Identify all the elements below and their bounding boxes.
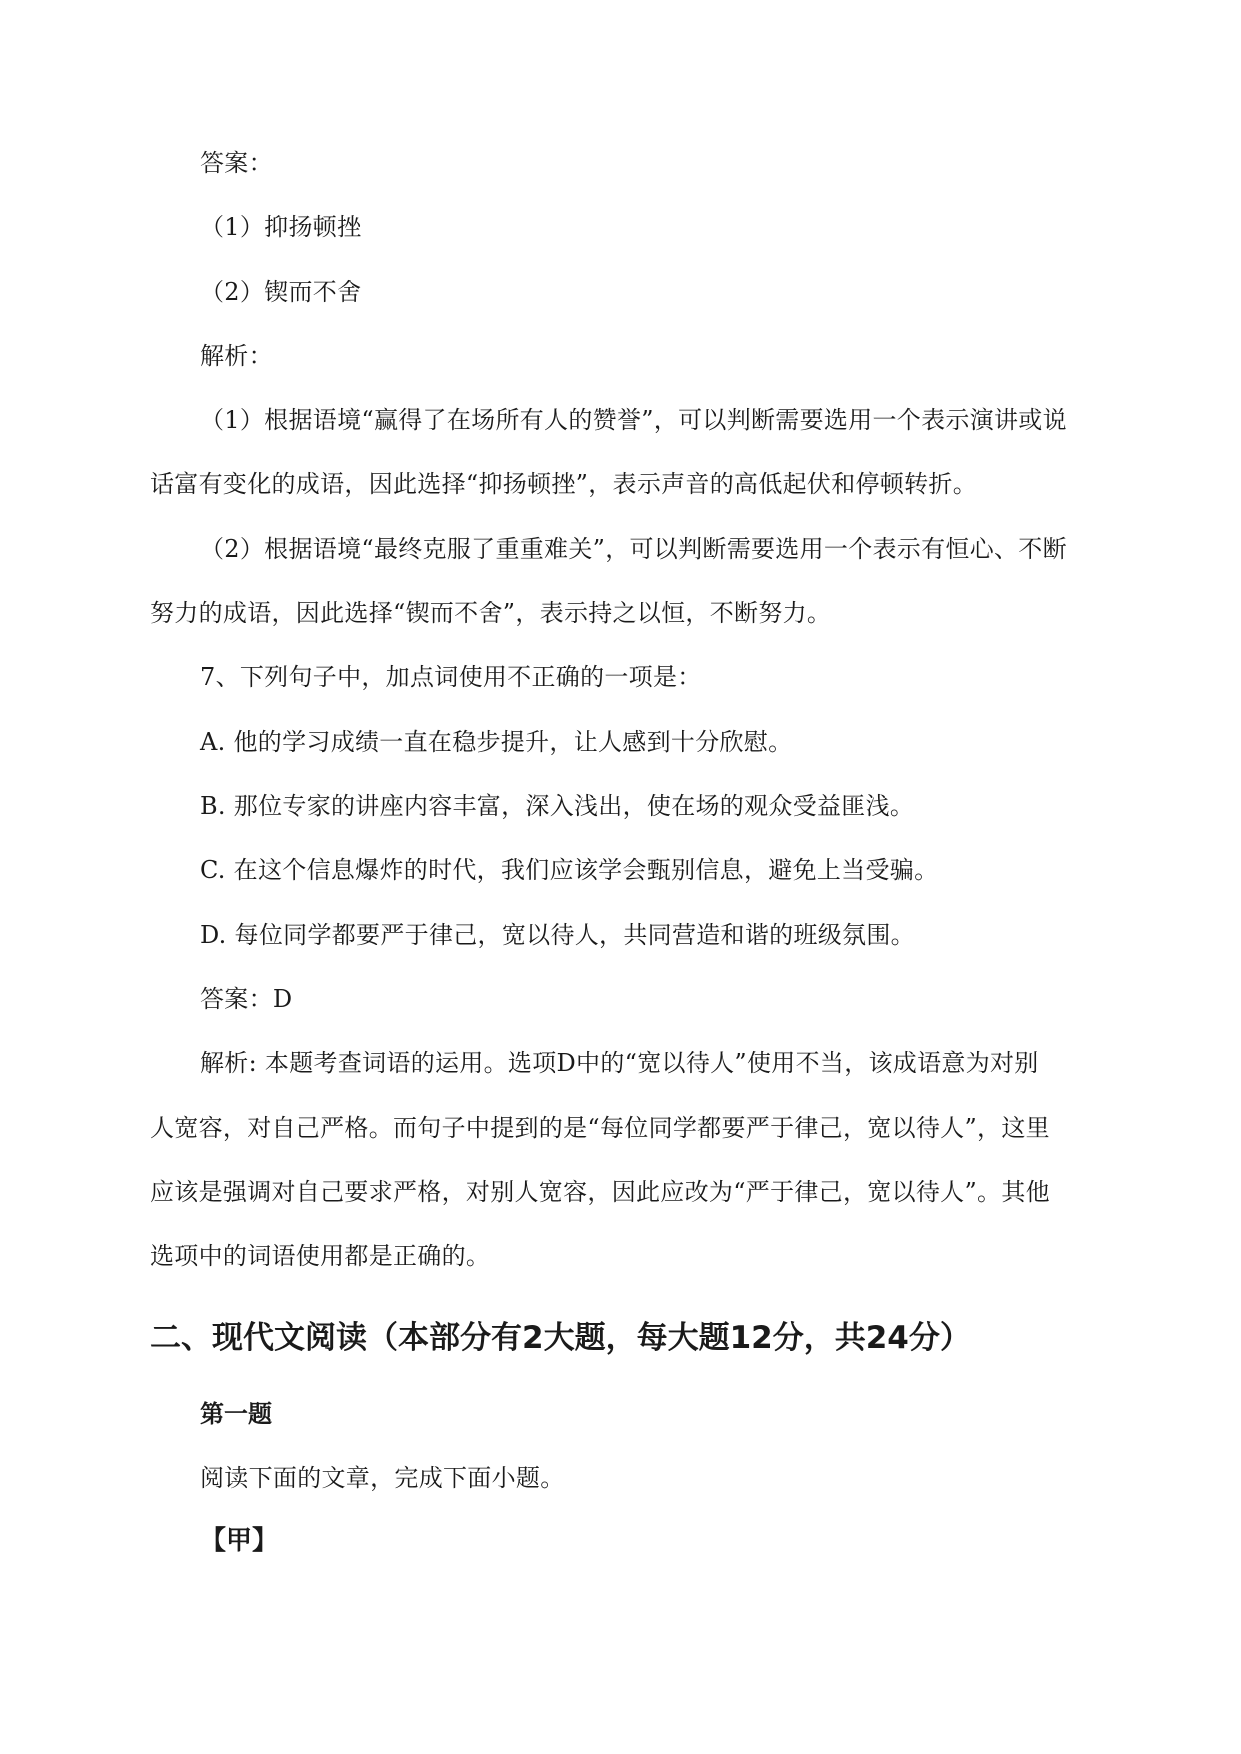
q7-analysis-line-4: 选项中的词语使用都是正确的。: [150, 1242, 491, 1270]
answer-item-1: （1）抑扬顿挫: [200, 213, 362, 241]
option-b: B. 那位专家的讲座内容丰富，深入浅出，使在场的观众受益匪浅。: [200, 792, 915, 820]
reading-instruction: 阅读下面的文章，完成下面小题。: [200, 1464, 565, 1492]
analysis-label: 解析：: [200, 342, 273, 370]
option-d: D. 每位同学都要严于律己，宽以待人，共同营造和谐的班级氛围。: [200, 921, 915, 949]
passage-marker: 【甲】: [200, 1526, 279, 1556]
section-heading: 二、现代文阅读（本部分有2大题，每大题12分，共24分）: [150, 1320, 971, 1356]
q7-analysis-line-3: 应该是强调对自己要求严格，对别人宽容，因此应改为“严于律己，宽以待人”。其他: [150, 1178, 1050, 1206]
option-c: C. 在这个信息爆炸的时代，我们应该学会甄别信息，避免上当受骗。: [200, 856, 939, 884]
q7-analysis-line-2: 人宽容，对自己严格。而句子中提到的是“每位同学都要严于律己，宽以待人”，这里: [150, 1114, 1050, 1142]
q7-answer: 答案：D: [200, 985, 293, 1013]
option-a: A. 他的学习成绩一直在稳步提升，让人感到十分欣慰。: [200, 728, 793, 756]
answer-item-2: （2）锲而不舍: [200, 278, 362, 306]
sub-title: 第一题: [200, 1400, 272, 1428]
analysis-1-line-2: 话富有变化的成语，因此选择“抑扬顿挫”，表示声音的高低起伏和停顿转折。: [150, 470, 978, 498]
analysis-2-line-1: （2）根据语境“最终克服了重重难关”，可以判断需要选用一个表示有恒心、不断: [200, 535, 1067, 563]
answer-label: 答案：: [200, 149, 273, 177]
question-7: 7、下列句子中，加点词使用不正确的一项是：: [200, 663, 702, 691]
analysis-1-line-1: （1）根据语境“赢得了在场所有人的赞誉”，可以判断需要选用一个表示演讲或说: [200, 406, 1067, 434]
q7-analysis-line-1: 解析: 本题考查词语的运用。选项D中的“宽以待人”使用不当，该成语意为对别: [200, 1049, 1039, 1077]
analysis-2-line-2: 努力的成语，因此选择“锲而不舍”，表示持之以恒，不断努力。: [150, 599, 832, 627]
